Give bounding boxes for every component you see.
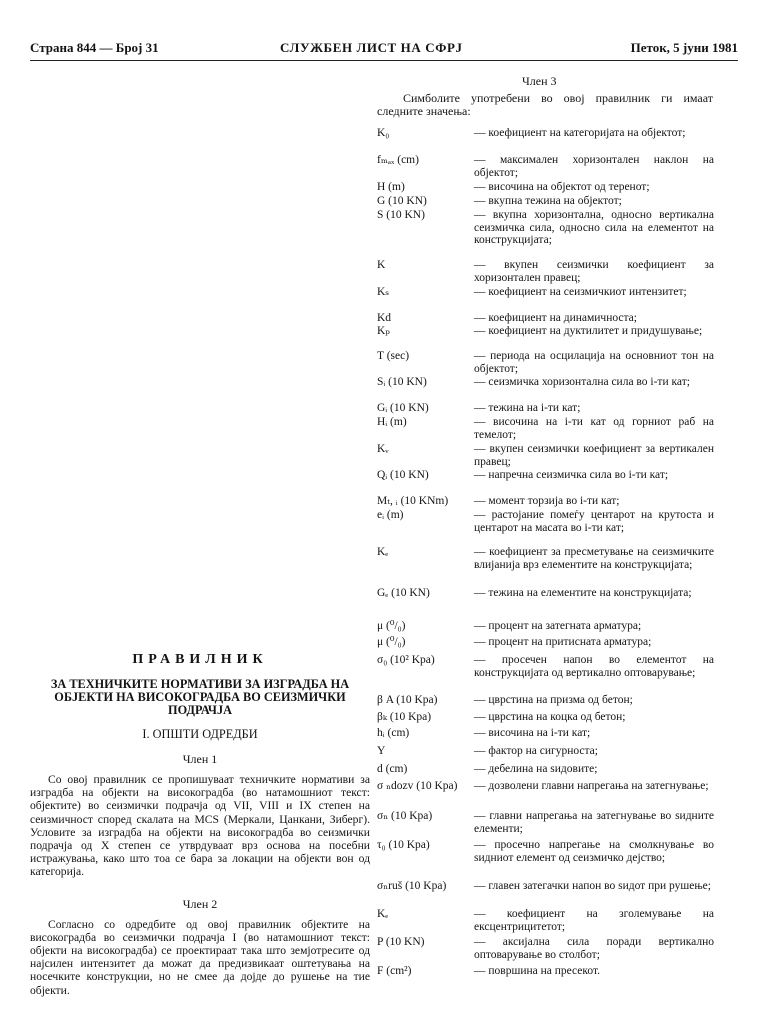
symbol-definition: — височина на i-ти кат од горниот раб на темелот;	[474, 416, 714, 441]
issue-date: Петок, 5 јуни 1981	[630, 40, 738, 55]
symbol-definition: — цврстина на коцка од бетон;	[474, 711, 626, 723]
symbol: Qᵢ (10 KN)	[377, 469, 429, 481]
symbol: σₙ (10 Kpa)	[377, 810, 433, 822]
symbol: μ (⁰/₀)	[377, 620, 406, 632]
symbol-definition: — вкупен сеизмички коефициент за вертикален правец;	[474, 443, 714, 468]
symbol: P (10 KN)	[377, 936, 425, 948]
symbol-definition: — коефициент на дуктилитет и придушување;	[474, 325, 703, 337]
symbol-definition: — процент на притисната арматура;	[474, 636, 652, 648]
symbol-definition: — напречна сеизмичка сила во i-ти кат;	[474, 469, 669, 481]
symbol: σ ₙdozv (10 Kpa)	[377, 780, 458, 792]
symbol: K	[377, 259, 386, 271]
symbol-definition: — момент торзија во i-ти кат;	[474, 495, 620, 507]
article-2-heading: Член 2	[182, 896, 218, 911]
symbol-definition: — фактор на сигурноста;	[474, 745, 598, 757]
symbol-definition: — височина на i-ти кат;	[474, 727, 591, 739]
symbol: H (m)	[377, 181, 405, 193]
symbol: F (cm²)	[377, 965, 412, 977]
symbol-definition: — коефициент на динамичноста;	[474, 312, 637, 324]
article-3-intro: Симболите употребени во овој правилник ги имаат следните значења:	[377, 91, 713, 118]
article-1-heading: Член 1	[182, 752, 218, 766]
symbol-definition: — коефициент на зголемување на ексцентрицитетот;	[474, 908, 714, 933]
symbol: β A (10 Kpa)	[377, 694, 438, 706]
symbol-definition: — коефициент на категоријата на објектот;	[474, 127, 686, 139]
symbol: σ₀ (10² Kpa)	[377, 654, 435, 666]
symbol: Kₑ	[377, 546, 389, 558]
symbol-definition: — главен затегачки напон во ѕидот при рушење;	[474, 880, 711, 892]
symbol-definition: — главни напрегања на затегнување во ѕидните елементи;	[474, 810, 714, 835]
symbol: Hᵢ (m)	[377, 416, 407, 428]
symbol-definition: — просечно напрегање на смолкнување во ѕидниот елемент од сеизмичко дејство;	[474, 839, 714, 864]
symbol: βₖ (10 Kpa)	[377, 711, 432, 723]
symbol-definition: — сеизмичка хоризонтална сила во i-ти кат;	[474, 376, 690, 388]
symbol-definition: — тежина на i-ти кат;	[474, 402, 581, 414]
symbol-definition: — површина на пресекот.	[474, 965, 601, 977]
section-title: I. ОПШТИ ОДРЕДБИ	[142, 727, 258, 741]
symbol: μ (⁰/₀)	[377, 636, 406, 648]
symbol-definition: — дебелина на ѕидовите;	[474, 763, 598, 775]
symbol: Gᵢ (10 KN)	[377, 402, 429, 414]
symbol-definition: — максимален хоризонтален наклон на објектот;	[474, 154, 714, 179]
symbol-definition: — коефициент за пресметување на сеизмичките влијанија врз елементите на конструкцијата;	[474, 546, 714, 571]
symbol: S (10 KN)	[377, 209, 425, 221]
symbol: fₘₐₓ (cm)	[377, 154, 419, 166]
document-title: ПРАВИЛНИК	[132, 652, 268, 667]
symbol-definition: — вкупна тежина на објектот;	[474, 195, 622, 207]
symbol: Kd	[377, 312, 392, 324]
symbol: σₙruš (10 Kpa)	[377, 880, 447, 892]
symbol-definition: — просечен напон во елементот на конструкцијата од вертикално оптоварување;	[474, 654, 714, 679]
symbol: eᵢ (m)	[377, 509, 404, 521]
symbol-definition: — аксијална сила поради вертикално оптоварување во столбот;	[474, 936, 714, 961]
symbol-definition: — вкупен сеизмички коефициент за хоризонтален правец;	[474, 259, 714, 284]
symbol-definition: — процент на затегната арматура;	[474, 620, 642, 632]
symbol: Kₑ	[377, 908, 389, 920]
symbol-definition: — дозволени главни напрегања на затегнување;	[474, 780, 709, 792]
symbol-definition: — височина на објектот од теренот;	[474, 181, 650, 193]
symbol: K₀	[377, 127, 390, 139]
symbol: Gₑ (10 KN)	[377, 587, 430, 599]
symbol-definition: — вкупна хоризонтална, односно вертикална сеизмичка сила, односно сила на елементот на конструкцијата;	[474, 209, 714, 247]
symbol: Kᵥ	[377, 443, 389, 455]
symbol-definition: — цврстина на призма од бетон;	[474, 694, 633, 706]
symbol: Kₚ	[377, 325, 390, 337]
symbol-definition: — тежина на елементите на конструкцијата;	[474, 587, 692, 599]
symbol: T (sec)	[377, 350, 410, 362]
symbol: d (cm)	[377, 763, 408, 775]
page-number: Страна 844 — Број 31	[30, 40, 159, 55]
symbol: hᵢ (cm)	[377, 727, 410, 739]
document-subtitle: ЗА ТЕХНИЧКИТЕ НОРМАТИВИ ЗА ИЗГРАДБА НА ОБЈЕКТИ НА ВИСОКОГРАДБА ВО СЕИЗМИЧКИ ПОДРАЧЈА	[50, 677, 350, 717]
article-3-heading: Член 3	[522, 74, 557, 88]
symbol: Sᵢ (10 KN)	[377, 376, 427, 388]
publication-title: СЛУЖБЕН ЛИСТ НА СФРЈ	[280, 40, 463, 55]
symbol-definition: — периода на осцилација на основниот тон на објектот;	[474, 350, 714, 375]
article-1-text: Со овој правилник се пропишуваат техничките нормативи за изградба на објекти на високоградба (во натамошниот текст: објектите) во сеизмички подрачја од VII, VIII и IX степен на сеизмичност според скалата на MCS (Меркали, Цанкани, Зиберг). Условите за изградба на објекти на високоградба во сеизмички подрачја од X степен се утврдуваат врз основа на посебни истражувања, како што тоа се бара за локации на објекти вон од категорија.	[30, 773, 370, 879]
symbol: Y	[377, 745, 386, 757]
symbol: Mₜ, ᵢ (10 KNm)	[377, 495, 449, 507]
article-2-text: Согласно со одредбите од овој правилник објектите на високоградба во сеизмички подрачја I (во натамошниот текст: објекти на високоградба) се проектираат така што земјотресите од најсилен интензитет да можат да предизвикаат оштетувања на носечките конструкции, но не смее да дојде до рушење на тие објекти.	[30, 917, 370, 997]
page-header	[30, 36, 738, 61]
symbol: Kₛ	[377, 286, 390, 298]
symbol: G (10 KN)	[377, 195, 427, 207]
symbol-definition: — коефициент на сеизмичкиот интензитет;	[474, 286, 687, 298]
symbol-definition: — растојание помеѓу центарот на крутоста и центарот на масата во i-ти кат;	[474, 509, 714, 534]
left-column	[30, 640, 370, 1015]
symbol: τ₀ (10 Kpa)	[377, 839, 430, 851]
